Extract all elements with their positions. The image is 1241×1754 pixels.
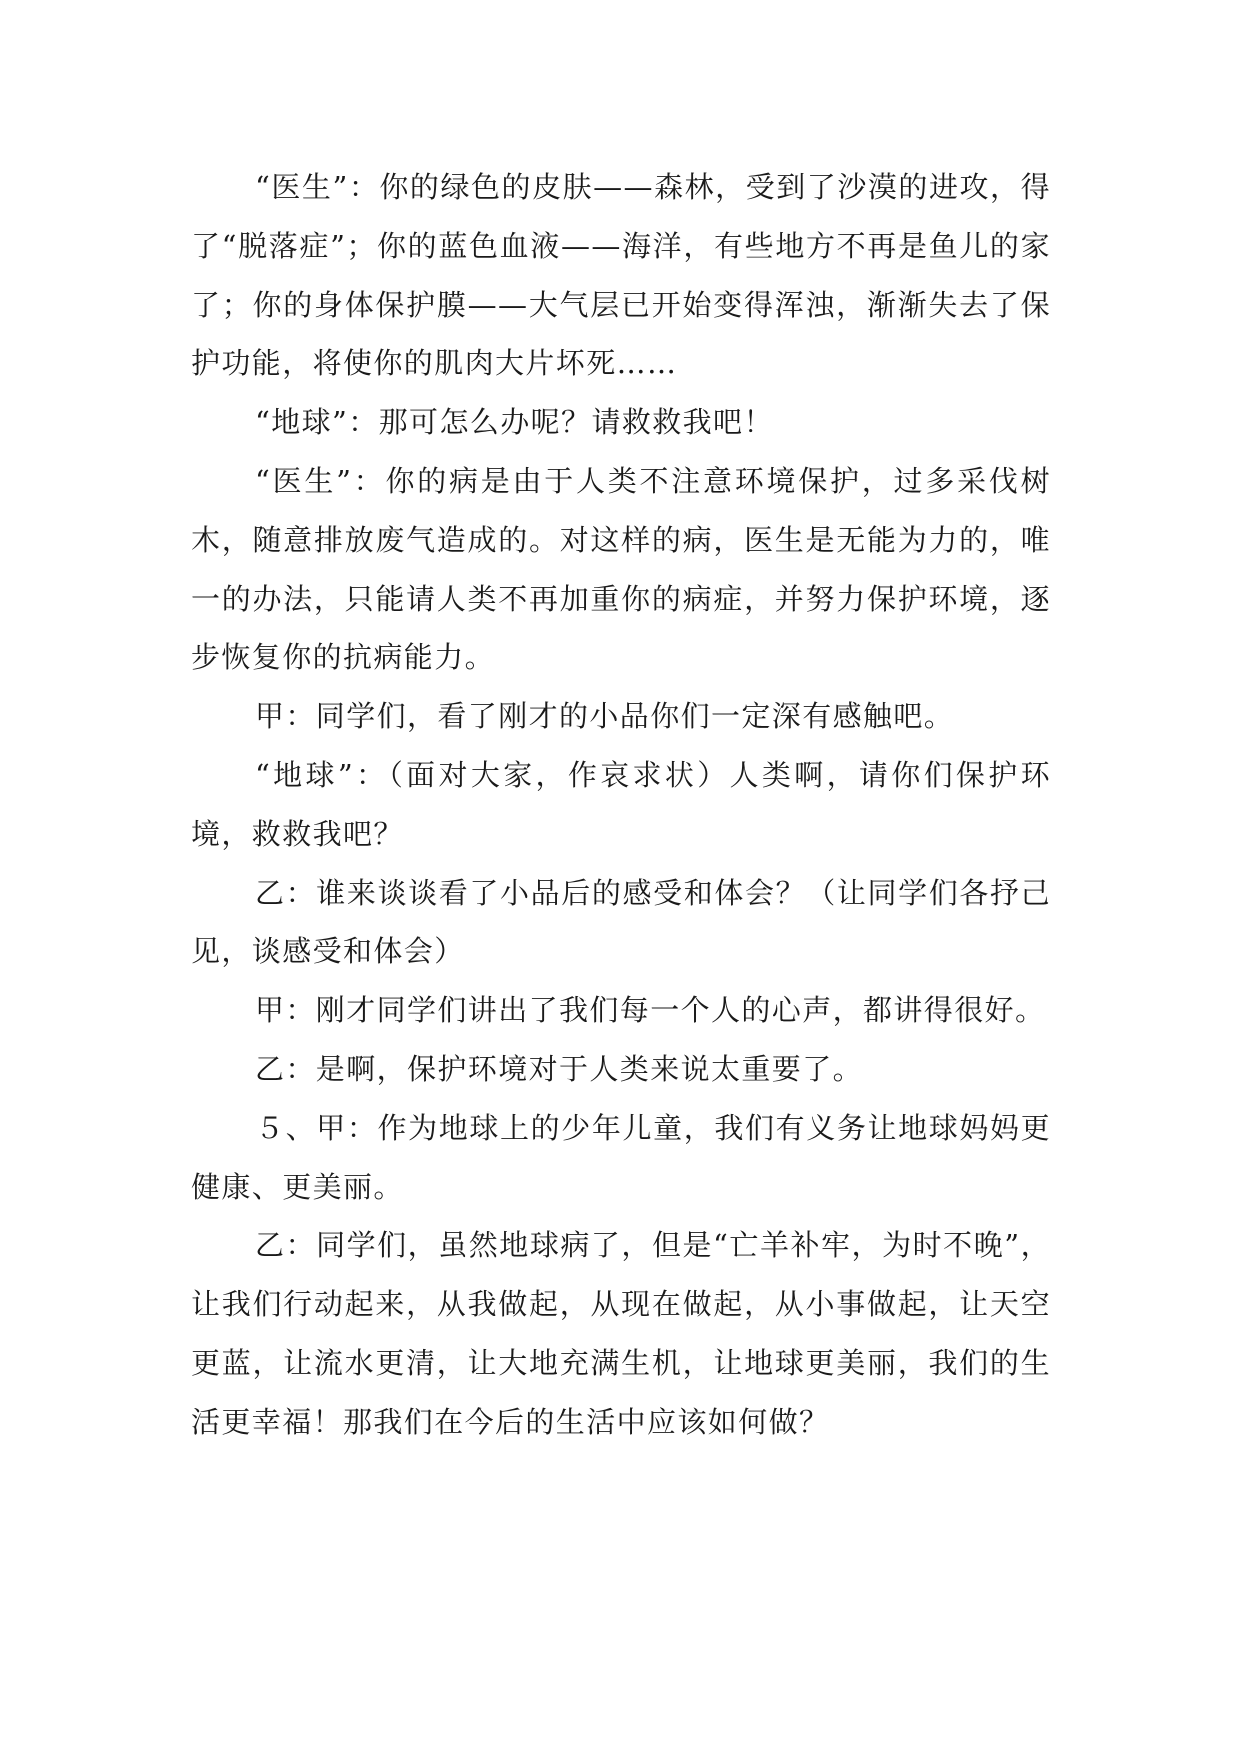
paragraph-earth-request: “地球”：（面对大家，作哀求状）人类啊，请你们保护环境，救救我吧？ — [191, 757, 1051, 851]
paragraph-earth-plea: “地球”：那可怎么办呢？请救救我吧！ — [255, 405, 774, 440]
paragraph-doctor-cause: “医生”：你的病是由于人类不注意环境保护，过多采伐树木，随意排放废气造成的。对这样的病，医生是无能为力的，唯一的办法，只能请人类不再加重你的病症，并努力保护环境，逐步恢复你的抗病能力。 — [191, 463, 1051, 675]
paragraph-doctor-diagnosis: “医生”：你的绿色的皮肤——森林，受到了沙漠的进攻，得了“脱落症”；你的蓝色血液——海洋，有些地方不再是鱼儿的家了；你的身体保护膜——大气层已开始变得浑浊，渐渐失去了保护功能，将使你的肌肉大片坏死…… — [191, 170, 1051, 381]
paragraph-yi-discussion: 乙：谁来谈谈看了小品后的感受和体会？（让同学们各抒己见，谈感受和体会） — [191, 875, 1051, 969]
paragraph-jia-summary: 甲：刚才同学们讲出了我们每一个人的心声，都讲得很好。 — [255, 993, 1046, 1028]
paragraph-jia-duty: ５、甲：作为地球上的少年儿童，我们有义务让地球妈妈更健康、更美丽。 — [191, 1110, 1051, 1204]
document-body — [191, 158, 1051, 1452]
paragraph-yi-importance: 乙：是啊，保护环境对于人类来说太重要了。 — [255, 1051, 864, 1086]
paragraph-jia-reflection: 甲：同学们，看了刚才的小品你们一定深有感触吧。 — [255, 699, 955, 734]
paragraph-yi-action: 乙：同学们，虽然地球病了，但是“亡羊补牢，为时不晚”，让我们行动起来，从我做起，从现在做起，从小事做起，让天空更蓝，让流水更清，让大地充满生机，让地球更美丽，我们的生活更幸福！那我们在今后的生活中应该如何做？ — [191, 1228, 1051, 1439]
